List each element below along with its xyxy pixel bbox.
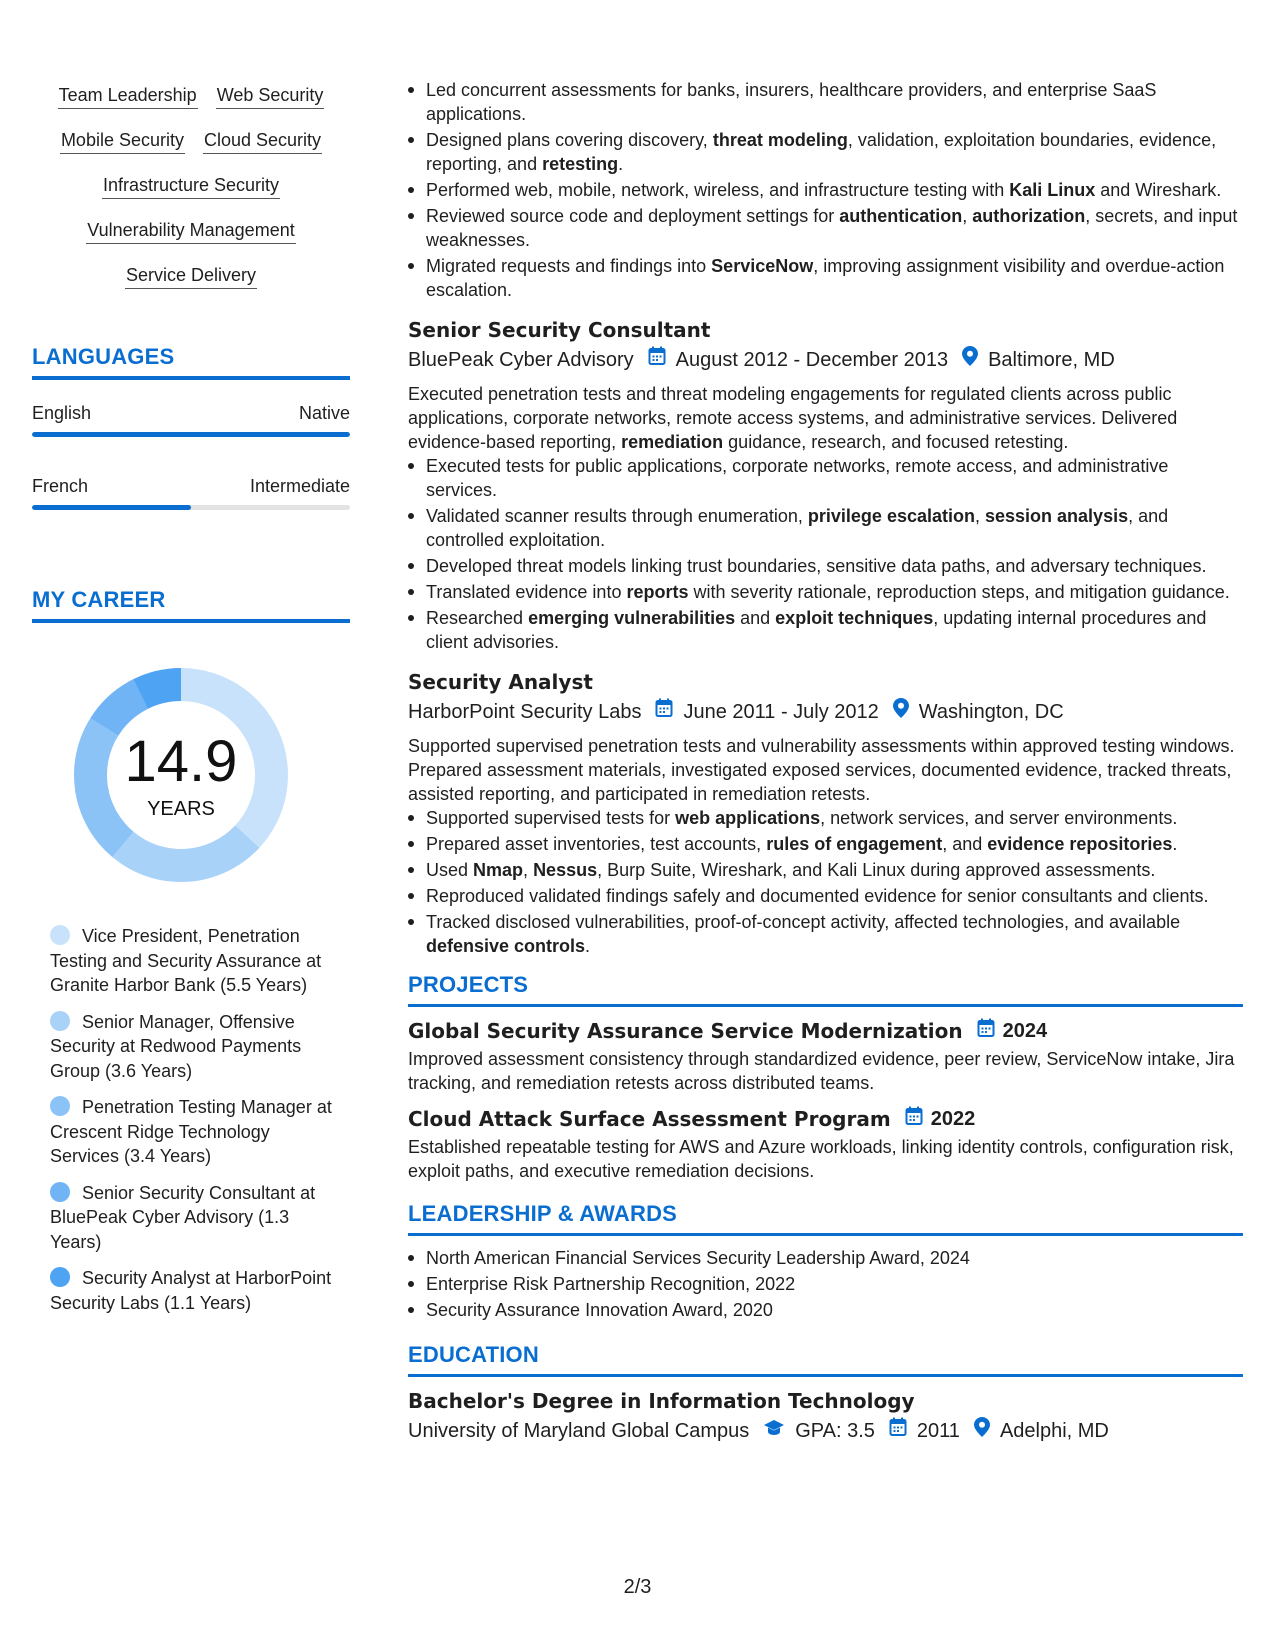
map-pin-icon <box>893 698 909 726</box>
language-progress-fill <box>32 505 191 510</box>
language-item <box>32 475 350 510</box>
career-donut-chart <box>66 660 296 890</box>
text-run: Reviewed source code and deployment settings for <box>426 206 840 226</box>
text-run: Performed web, mobile, network, wireless, and infrastructure testing with <box>426 180 1010 200</box>
job-title: Security Analyst <box>408 670 593 694</box>
text-run: Executed penetration tests and threat modeling engagements for regulated clients across public applications, corporate networks, remote access systems, and administrative services. Delivered evidence-based reporting, <box>408 384 1178 452</box>
graduation-cap-icon <box>763 1417 785 1445</box>
project-description: Established repeatable testing for AWS and Azure workloads, linking identity controls, configuration risk, exploit paths, and executive remediation decisions. <box>408 1137 1234 1181</box>
text-run: , updating internal procedures and client advisories. <box>426 608 1207 652</box>
bullet-item <box>408 858 1243 882</box>
award-item: Enterprise Risk Partnership Recognition, 2022 <box>408 1272 1243 1296</box>
text-run: , network services, and server environments. <box>820 808 1178 828</box>
job-bullets <box>408 454 1243 654</box>
bold-text: privilege escalation <box>807 506 975 526</box>
calendar-icon <box>655 698 673 726</box>
legend-dot <box>50 1182 70 1202</box>
legend-dot <box>50 1267 70 1287</box>
career-legend-label: Senior Security Consultant at BluePeak Cyber Advisory (1.3 Years) <box>50 1182 316 1252</box>
text-run: Translated evidence into <box>426 582 627 602</box>
section-divider <box>408 1004 1243 1007</box>
career-legend-label: Senior Manager, Offensive Security at Redwood Payments Group (3.6 Years) <box>50 1011 302 1081</box>
career-legend-item <box>50 1095 340 1169</box>
job-title: Senior Security Consultant <box>408 318 711 342</box>
career-legend-label: Vice President, Penetration Testing and Security Assurance at Granite Harbor Bank (5.5 Years) <box>50 926 322 995</box>
skill-row <box>32 219 350 244</box>
text-run: Researched <box>426 608 529 628</box>
bold-text: retesting <box>542 154 619 174</box>
language-progress-track <box>32 432 350 437</box>
calendar-icon <box>905 1105 923 1133</box>
map-pin-icon <box>962 346 978 374</box>
skill-row <box>32 264 350 289</box>
skill-tag: Vulnerability Management <box>86 219 295 244</box>
map-pin-icon <box>974 1417 990 1445</box>
text-run: Used <box>426 860 474 880</box>
text-run: , and controlled exploitation. <box>426 506 1169 550</box>
bullet-item <box>408 554 1243 578</box>
bullet-item <box>408 910 1243 958</box>
bold-text: defensive controls <box>426 936 586 956</box>
bold-text: emerging vulnerabilities <box>528 608 736 628</box>
section-divider <box>32 619 350 623</box>
bullet-item <box>408 204 1243 252</box>
bold-text: authentication <box>839 206 963 226</box>
experience-bullets <box>408 78 1243 302</box>
language-level: Intermediate <box>249 476 350 496</box>
experience-list <box>408 316 1243 958</box>
skill-row <box>32 129 350 154</box>
skill-row <box>32 174 350 199</box>
career-legend-item <box>50 924 340 998</box>
career-title: MY CAREER <box>32 587 166 612</box>
text-run: Developed threat models linking trust boundaries, sensitive data paths, and adversary techniques. <box>426 556 1207 576</box>
section-divider <box>408 1374 1243 1377</box>
project-year: 2022 <box>930 1108 976 1130</box>
bold-text: session analysis <box>985 506 1129 526</box>
bold-text: authorization <box>972 206 1086 226</box>
language-level: Native <box>298 403 350 423</box>
award-item: North American Financial Services Security Leadership Award, 2024 <box>408 1246 1243 1270</box>
text-run: Led concurrent assessments for banks, insurers, healthcare providers, and enterprise SaaS applications. <box>426 80 1157 124</box>
bullet-item <box>408 580 1243 604</box>
company-name: BluePeak Cyber Advisory <box>408 349 634 371</box>
language-name: English <box>32 403 92 423</box>
text-run: and <box>735 608 776 628</box>
text-run: Supported supervised tests for <box>426 808 676 828</box>
bullet-item <box>408 128 1243 176</box>
job-location: Washington, DC <box>918 701 1064 723</box>
awards-section <box>408 1201 1243 1322</box>
text-run: Executed tests for public applications, corporate networks, remote access, and administrative services. <box>426 456 1169 500</box>
bold-text: evidence repositories <box>987 834 1173 854</box>
text-run: . <box>618 154 624 174</box>
donut-center <box>66 660 296 890</box>
project-year: 2024 <box>1002 1020 1048 1042</box>
text-run: , improving assignment visibility and overdue-action escalation. <box>426 256 1225 300</box>
skills-list <box>32 84 350 309</box>
bold-text: Kali Linux <box>1009 180 1096 200</box>
project-title-row <box>408 1105 1243 1133</box>
bold-text: rules of engagement <box>766 834 943 854</box>
bold-text: Nessus <box>533 860 598 880</box>
education-meta <box>408 1417 1243 1445</box>
text-run: , <box>962 206 973 226</box>
section-divider <box>408 1233 1243 1236</box>
education-location: Adelphi, MD <box>999 1420 1109 1442</box>
bold-text: remediation <box>621 432 724 452</box>
school-name: University of Maryland Global Campus <box>408 1420 750 1442</box>
bullet-item <box>408 606 1243 654</box>
career-legend <box>50 924 340 1327</box>
bullet-item <box>408 832 1243 856</box>
right-column <box>408 78 1243 1445</box>
page-number: 2/3 <box>623 1576 652 1598</box>
bold-text: ServiceNow <box>711 256 814 276</box>
career-total-years: 14.9 <box>124 729 238 794</box>
section-divider <box>32 376 350 380</box>
job-bullets <box>408 806 1243 958</box>
job-location: Baltimore, MD <box>988 349 1115 371</box>
bold-text: Nmap <box>473 860 524 880</box>
project-description: Improved assessment consistency through standardized evidence, peer review, ServiceNow intake, Jira tracking, and remediation retests across distributed teams. <box>408 1049 1235 1093</box>
career-legend-item <box>50 1266 340 1315</box>
project-name: Global Security Assurance Service Modernization <box>408 1019 963 1043</box>
job-summary <box>408 734 1243 806</box>
bold-text: web applications <box>675 808 821 828</box>
job-entry <box>408 668 1243 958</box>
degree-title: Bachelor's Degree in Information Technology <box>408 1389 915 1413</box>
bullet-item <box>408 884 1243 908</box>
text-run: , Burp Suite, Wireshark, and Kali Linux during approved assessments. <box>597 860 1156 880</box>
text-run: Reproduced validated findings safely and documented evidence for senior consultants and clients. <box>426 886 1209 906</box>
career-total-unit: YEARS <box>147 798 215 820</box>
text-run: Prepared asset inventories, test accounts, <box>426 834 767 854</box>
text-run: Tracked disclosed vulnerabilities, proof-of-concept activity, affected technologies, and available <box>426 912 1181 932</box>
job-dates: August 2012 - December 2013 <box>675 349 949 371</box>
gpa: GPA: 3.5 <box>795 1420 875 1442</box>
bullet-item <box>408 806 1243 830</box>
skill-tag: Mobile Security <box>60 129 185 154</box>
legend-dot <box>50 925 70 945</box>
text-run: , and <box>942 834 988 854</box>
legend-dot <box>50 1096 70 1116</box>
bullet-item <box>408 78 1243 126</box>
language-row <box>32 402 350 424</box>
bullet-item <box>408 504 1243 552</box>
project-name: Cloud Attack Surface Assessment Program <box>408 1107 891 1131</box>
bold-text: exploit techniques <box>775 608 934 628</box>
skill-tag: Cloud Security <box>203 129 322 154</box>
language-row <box>32 475 350 497</box>
career-legend-item <box>50 1181 340 1255</box>
text-run: . <box>1172 834 1178 854</box>
text-run: Migrated requests and findings into <box>426 256 712 276</box>
skill-tag: Web Security <box>216 84 325 109</box>
job-meta <box>408 698 1243 726</box>
graduation-year: 2011 <box>916 1420 960 1442</box>
awards-title: LEADERSHIP & AWARDS <box>408 1201 678 1226</box>
career-legend-item <box>50 1010 340 1084</box>
text-run: and Wireshark. <box>1095 180 1222 200</box>
company-name: HarborPoint Security Labs <box>408 701 642 723</box>
project-title-row <box>408 1017 1243 1045</box>
skill-tag: Service Delivery <box>125 264 257 289</box>
awards-list <box>408 1246 1243 1322</box>
job-dates: June 2011 - July 2012 <box>683 701 879 723</box>
text-run: , secrets, and input weaknesses. <box>426 206 1238 250</box>
text-run: Designed plans covering discovery, <box>426 130 713 150</box>
projects-section <box>408 972 1243 1183</box>
career-legend-label: Security Analyst at HarborPoint Security Labs (1.1 Years) <box>50 1268 332 1313</box>
job-entry <box>408 316 1243 654</box>
text-run: , validation, exploitation boundaries, evidence, reporting, and <box>426 130 1217 174</box>
projects-title: PROJECTS <box>408 972 529 997</box>
bold-text: threat modeling <box>712 130 848 150</box>
job-summary <box>408 382 1243 454</box>
bullet-item <box>408 254 1243 302</box>
bold-text: reports <box>626 582 689 602</box>
language-item <box>32 402 350 437</box>
calendar-icon <box>648 346 666 374</box>
skill-tag: Infrastructure Security <box>102 174 280 199</box>
text-run: guidance, research, and focused retesting. <box>723 432 1069 452</box>
languages-title: LANGUAGES <box>32 344 175 369</box>
career-legend-label: Penetration Testing Manager at Crescent Ridge Technology Services (3.4 Years) <box>50 1097 332 1166</box>
language-name: French <box>32 476 89 496</box>
job-meta <box>408 346 1243 374</box>
calendar-icon <box>977 1017 995 1045</box>
calendar-icon <box>889 1417 907 1445</box>
text-run: . <box>585 936 591 956</box>
text-run: , <box>974 506 985 526</box>
text-run: Supported supervised penetration tests and vulnerability assessments within approved testing windows. Prepared assessment materials, investigated exposed services, documented evidence, tracked threats, assisted reporting, and participated in remediation retests. <box>408 736 1235 804</box>
legend-dot <box>50 1011 70 1031</box>
text-run: Validated scanner results through enumeration, <box>426 506 808 526</box>
language-progress-track <box>32 505 350 510</box>
text-run: with severity rationale, reproduction steps, and mitigation guidance. <box>688 582 1230 602</box>
education-title: EDUCATION <box>408 1342 539 1367</box>
skill-row <box>32 84 350 109</box>
award-item: Security Assurance Innovation Award, 2020 <box>408 1298 1243 1322</box>
bullet-item <box>408 454 1243 502</box>
text-run: , <box>523 860 534 880</box>
languages-section <box>32 344 350 548</box>
skill-tag: Team Leadership <box>58 84 198 109</box>
language-progress-fill <box>32 432 350 437</box>
education-section <box>408 1342 1243 1445</box>
career-section <box>32 587 350 623</box>
bullet-item <box>408 178 1243 202</box>
